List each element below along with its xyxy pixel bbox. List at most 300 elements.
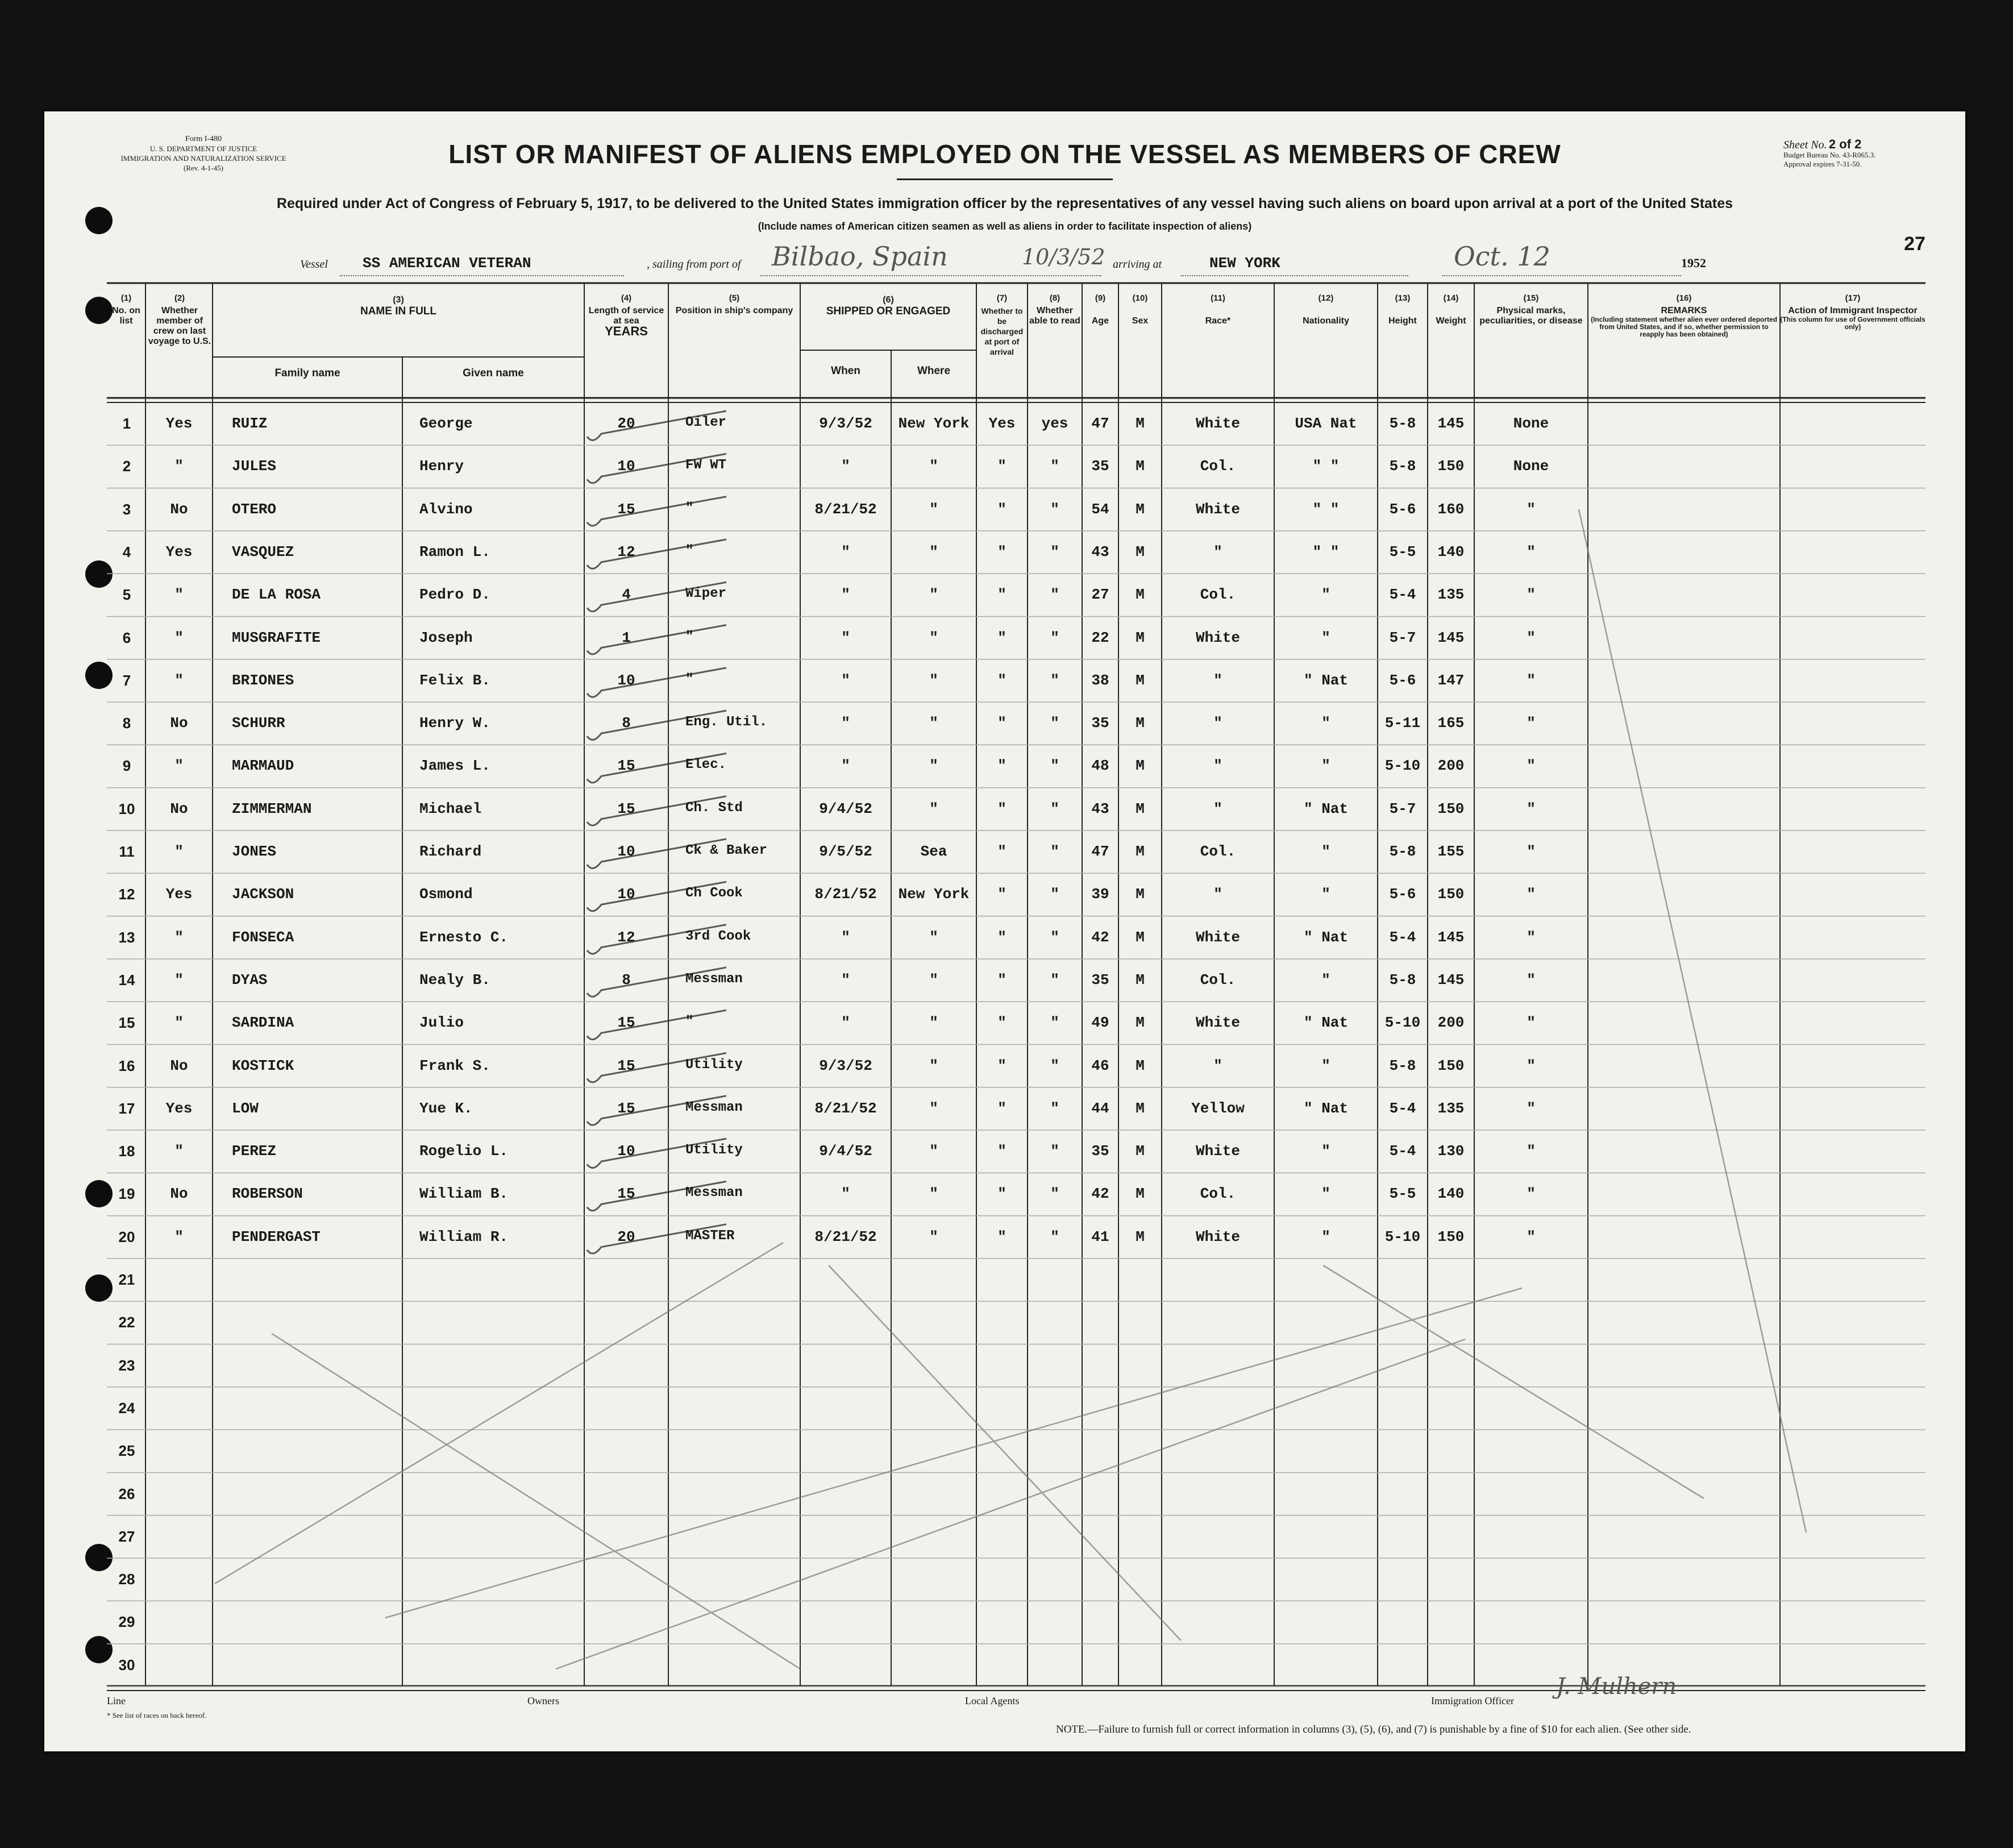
cell-sex: M <box>1136 1099 1145 1117</box>
cell-weight: 160 <box>1437 500 1465 518</box>
row-number: 6 <box>122 629 131 646</box>
cell-where: " <box>929 757 938 775</box>
cell-family: JACKSON <box>232 886 294 903</box>
cell-given: James L. <box>419 757 490 775</box>
row-number: 20 <box>118 1228 135 1245</box>
cell-weight: 150 <box>1437 1057 1465 1074</box>
cell-read: yes <box>1041 415 1068 432</box>
cell-read: " <box>1050 800 1059 817</box>
cell-years: 12 <box>617 928 635 946</box>
cell-position: Utility <box>685 1143 743 1158</box>
cell-when: 9/3/52 <box>819 1057 872 1074</box>
cell-nat: USA Nat <box>1295 415 1357 432</box>
cell-age: 35 <box>1091 1143 1109 1160</box>
cell-where: " <box>929 1185 938 1203</box>
cell-read: " <box>1050 543 1059 560</box>
cell-family: DE LA ROSA <box>232 586 321 604</box>
cell-marks: " <box>1527 843 1536 860</box>
cell-height: 5-10 <box>1384 1014 1421 1032</box>
cell-given: Ernesto C. <box>419 928 509 946</box>
cell-race: " <box>1213 543 1222 560</box>
cell-family: SARDINA <box>232 1014 294 1032</box>
header-weight: (14) Weight <box>1436 293 1466 326</box>
cell-family: KOSTICK <box>232 1057 294 1074</box>
service: IMMIGRATION AND NATURALIZATION SERVICE <box>120 154 286 163</box>
cell-weight: 135 <box>1437 1099 1465 1117</box>
footer-agents: Local Agents <box>965 1695 1020 1706</box>
cell-disch: Yes <box>988 415 1016 432</box>
row-number: 21 <box>118 1271 135 1288</box>
cell-last: No <box>170 1057 188 1074</box>
header-age: (9) Age <box>1091 293 1109 326</box>
cell-given: Nealy B. <box>419 971 490 989</box>
cell-height: 5-6 <box>1389 886 1416 903</box>
cell-where: " <box>929 671 938 689</box>
cell-height: 5-4 <box>1389 1143 1416 1160</box>
cell-height: 5-6 <box>1389 671 1416 689</box>
cell-position: FW WT <box>685 458 727 474</box>
row-number: 24 <box>118 1399 135 1417</box>
cell-when: 8/21/52 <box>814 500 877 518</box>
cell-sex: M <box>1136 1143 1145 1160</box>
header-when: When <box>831 365 860 377</box>
row-number: 5 <box>122 586 131 604</box>
cell-weight: 135 <box>1437 586 1465 604</box>
cell-where: " <box>929 586 938 604</box>
cell-years: 15 <box>617 1057 635 1074</box>
cell-position: Messman <box>685 1185 743 1201</box>
cell-years: 15 <box>617 1014 635 1032</box>
header-name: (3) NAME IN FULL <box>360 295 437 317</box>
cell-when: " <box>841 458 850 475</box>
cell-weight: 140 <box>1437 543 1465 560</box>
officer-signature: J. Mulhern <box>1556 1673 1677 1700</box>
include-note: (Include names of American citizen seamen as well as aliens in order to facilitate inspection of aliens) <box>758 221 1252 232</box>
cell-where: " <box>929 543 938 560</box>
cell-weight: 155 <box>1437 843 1465 860</box>
cell-nat: " Nat <box>1303 1014 1348 1032</box>
subtitle: Required under Act of Congress of February 5, 1917, to be delivered to the United States immigration officer by the representatives of any vessel having such aliens on board upon arrival at a port of the United States <box>276 196 1733 211</box>
cell-given: Michael <box>419 800 482 817</box>
cell-where: " <box>929 1099 938 1117</box>
vessel-name: SS AMERICAN VETERAN <box>363 255 531 272</box>
header-remarks: (16) REMARKS (Including statement whether alien ever ordered deported from United States, and if so, whether permission to reapply has been obtained) <box>1590 293 1778 338</box>
cell-family: PEREZ <box>232 1143 277 1160</box>
cell-position: Wiper <box>685 586 727 602</box>
cell-height: 5-8 <box>1389 1057 1416 1074</box>
cell-age: 41 <box>1091 1228 1109 1245</box>
header-last-voyage: (2) Whether member of crew on last voyage to U.S. <box>148 293 211 346</box>
cell-disch: " <box>997 500 1006 518</box>
cell-read: " <box>1050 715 1059 732</box>
cell-where: " <box>929 629 938 646</box>
cell-weight: 200 <box>1437 1014 1465 1032</box>
cell-years: 10 <box>617 843 635 860</box>
cell-last: No <box>170 1185 188 1203</box>
cell-position: " <box>685 671 694 687</box>
cell-read: " <box>1050 1228 1059 1245</box>
cell-age: 47 <box>1091 415 1109 432</box>
cell-marks: " <box>1527 671 1536 689</box>
cell-years: 10 <box>617 1143 635 1160</box>
cell-when: 9/3/52 <box>819 415 872 432</box>
cell-given: Henry W. <box>419 715 490 732</box>
cell-nat: " " <box>1312 500 1340 518</box>
cell-years: 15 <box>617 1185 635 1203</box>
cell-position: Messman <box>685 971 743 987</box>
cell-marks: " <box>1527 1228 1536 1245</box>
cell-race: " <box>1213 671 1222 689</box>
cell-given: Yue K. <box>419 1099 473 1117</box>
cell-when: 9/4/52 <box>819 1143 872 1160</box>
cell-sex: M <box>1136 800 1145 817</box>
cell-sex: M <box>1136 715 1145 732</box>
cell-given: Felix B. <box>419 671 490 689</box>
cell-age: 42 <box>1091 1185 1109 1203</box>
cell-disch: " <box>997 886 1006 903</box>
header-read: (8) Whether able to read <box>1029 293 1080 326</box>
cell-sex: M <box>1136 415 1145 432</box>
cell-marks: " <box>1527 500 1536 518</box>
cell-given: Richard <box>419 843 482 860</box>
header-family-name: Family name <box>274 367 340 379</box>
cell-where: New York <box>898 415 970 432</box>
cell-sex: M <box>1136 928 1145 946</box>
cell-age: 47 <box>1091 843 1109 860</box>
cell-age: 44 <box>1091 1099 1109 1117</box>
cell-position: Eng. Util. <box>685 715 768 730</box>
row-number: 8 <box>122 715 131 732</box>
row-number: 22 <box>118 1314 135 1331</box>
cell-nat: " " <box>1312 458 1340 475</box>
header-height: (13) Height <box>1388 293 1417 326</box>
cell-marks: " <box>1527 586 1536 604</box>
cell-sex: M <box>1136 500 1145 518</box>
cell-sex: M <box>1136 1057 1145 1074</box>
cell-disch: " <box>997 1228 1006 1245</box>
cell-age: 39 <box>1091 886 1109 903</box>
cell-race: " <box>1213 715 1222 732</box>
cell-height: 5-5 <box>1389 1185 1416 1203</box>
cell-years: 4 <box>622 586 631 604</box>
cell-race: Col. <box>1200 971 1236 989</box>
cell-position: Utility <box>685 1057 743 1073</box>
cell-height: 5-8 <box>1389 415 1416 432</box>
cell-given: Julio <box>419 1014 464 1032</box>
date-sailed: 10/3/52 <box>1022 244 1105 269</box>
header-years: (4) Length of service at sea YEARS <box>588 293 664 338</box>
cell-last: " <box>174 586 184 604</box>
cell-family: MARMAUD <box>232 757 294 775</box>
cell-disch: " <box>997 1143 1006 1160</box>
cell-read: " <box>1050 928 1059 946</box>
cell-sex: M <box>1136 629 1145 646</box>
cell-sex: M <box>1136 458 1145 475</box>
cell-years: 20 <box>617 1228 635 1245</box>
header-no: (1) No. on list <box>112 293 140 326</box>
cell-weight: 145 <box>1437 928 1465 946</box>
port-from: Bilbao, Spain <box>772 241 948 272</box>
cell-height: 5-7 <box>1389 629 1416 646</box>
cell-disch: " <box>997 1099 1006 1117</box>
row-number: 28 <box>118 1571 135 1588</box>
cell-nat: " " <box>1312 543 1340 560</box>
row-number: 17 <box>118 1099 135 1117</box>
row-number: 9 <box>122 757 131 775</box>
cell-where: " <box>929 500 938 518</box>
row-number: 1 <box>122 415 131 432</box>
cell-nat: " Nat <box>1303 1099 1348 1117</box>
cell-family: ROBERSON <box>232 1185 303 1203</box>
cell-race: " <box>1213 1057 1222 1074</box>
cell-when: " <box>841 971 850 989</box>
department: U. S. DEPARTMENT OF JUSTICE <box>149 144 257 153</box>
cell-marks: " <box>1527 1057 1536 1074</box>
cell-when: " <box>841 1014 850 1032</box>
row-number: 14 <box>118 971 135 989</box>
cell-height: 5-4 <box>1389 1099 1416 1117</box>
cell-race: White <box>1195 415 1240 432</box>
cell-disch: " <box>997 971 1006 989</box>
header-position: (5) Position in ship's company <box>675 293 793 315</box>
cell-family: SCHURR <box>232 715 285 732</box>
revision: (Rev. 4-1-45) <box>184 164 223 172</box>
cell-where: " <box>929 458 938 475</box>
cell-height: 5-8 <box>1389 458 1416 475</box>
cell-given: Henry <box>419 458 464 475</box>
row-number: 15 <box>118 1014 135 1032</box>
cell-weight: 147 <box>1437 671 1465 689</box>
cell-last: " <box>174 1228 184 1245</box>
cell-age: 54 <box>1091 500 1109 518</box>
cell-read: " <box>1050 629 1059 646</box>
cell-read: " <box>1050 1099 1059 1117</box>
cell-position: " <box>685 1014 694 1030</box>
cell-last: " <box>174 1014 184 1032</box>
cell-weight: 130 <box>1437 1143 1465 1160</box>
cell-disch: " <box>997 715 1006 732</box>
cell-years: 15 <box>617 800 635 817</box>
cell-where: " <box>929 1057 938 1074</box>
cell-age: 38 <box>1091 671 1109 689</box>
cell-when: " <box>841 928 850 946</box>
cell-given: Osmond <box>419 886 473 903</box>
form-number: Form I-480 <box>185 135 222 143</box>
cell-disch: " <box>997 586 1006 604</box>
cell-marks: " <box>1527 543 1536 560</box>
cell-last: " <box>174 971 184 989</box>
cell-nat: " <box>1321 1057 1330 1074</box>
cell-race: White <box>1195 928 1240 946</box>
cell-sex: M <box>1136 1185 1145 1203</box>
cell-last: " <box>174 928 184 946</box>
footer-owners: Owners <box>527 1695 559 1706</box>
cell-marks: " <box>1527 971 1536 989</box>
row-number: 26 <box>118 1485 135 1502</box>
cell-where: " <box>929 1143 938 1160</box>
cell-sex: M <box>1136 671 1145 689</box>
cell-years: 8 <box>622 715 631 732</box>
cell-race: Col. <box>1200 586 1236 604</box>
row-number: 11 <box>119 843 135 860</box>
header-sex: (10) Sex <box>1132 293 1149 326</box>
cell-disch: " <box>997 629 1006 646</box>
cell-age: 43 <box>1091 800 1109 817</box>
cell-given: Ramon L. <box>419 543 490 560</box>
cell-read: " <box>1050 757 1059 775</box>
cell-when: 8/21/52 <box>814 886 877 903</box>
cell-marks: " <box>1527 757 1536 775</box>
cell-position: Elec. <box>685 757 727 773</box>
row-number: 4 <box>122 543 131 560</box>
cell-position: " <box>685 500 694 516</box>
cell-nat: " <box>1321 886 1330 903</box>
cell-height: 5-8 <box>1389 843 1416 860</box>
cell-position: Ch Cook <box>685 886 743 902</box>
cell-weight: 145 <box>1437 971 1465 989</box>
cell-height: 5-4 <box>1389 928 1416 946</box>
cell-height: 5-4 <box>1389 586 1416 604</box>
cell-last: No <box>170 500 188 518</box>
cell-family: JULES <box>232 458 277 475</box>
cell-disch: " <box>997 928 1006 946</box>
cell-read: " <box>1050 500 1059 518</box>
cell-age: 35 <box>1091 715 1109 732</box>
cell-disch: " <box>997 843 1006 860</box>
year: 1952 <box>1681 256 1706 270</box>
cell-when: " <box>841 1185 850 1203</box>
row-number: 27 <box>118 1527 135 1545</box>
cell-race: Col. <box>1200 843 1236 860</box>
page-title: LIST OR MANIFEST OF ALIENS EMPLOYED ON THE VESSEL AS MEMBERS OF CREW <box>448 139 1561 169</box>
cell-position: Ck & Baker <box>685 843 768 858</box>
header-race: (11) Race* <box>1205 293 1231 326</box>
arrival-date: Oct. 12 <box>1454 241 1550 272</box>
cell-weight: 200 <box>1437 757 1465 775</box>
row-number: 3 <box>122 500 131 518</box>
header-inspector: (17) Action of Immigrant Inspector (This column for use of Government officials only) <box>1780 293 1925 331</box>
arriving-label: arriving at <box>1113 258 1162 271</box>
cell-age: 43 <box>1091 543 1109 560</box>
cell-weight: 150 <box>1437 458 1465 475</box>
cell-marks: " <box>1527 886 1536 903</box>
cell-race: White <box>1195 1143 1240 1160</box>
cell-height: 5-10 <box>1384 1228 1421 1245</box>
cell-nat: " Nat <box>1303 800 1348 817</box>
cell-given: Rogelio L. <box>419 1143 509 1160</box>
cell-years: 15 <box>617 757 635 775</box>
cell-weight: 150 <box>1437 886 1465 903</box>
cell-read: " <box>1050 843 1059 860</box>
cell-disch: " <box>997 757 1006 775</box>
row-number: 30 <box>118 1656 135 1673</box>
cell-position: 3rd Cook <box>685 928 751 944</box>
cell-race: Col. <box>1200 458 1236 475</box>
budget-bureau: Budget Bureau No. 43-R065.3. <box>1783 151 1876 159</box>
cell-nat: " <box>1321 971 1330 989</box>
cell-last: Yes <box>165 543 193 560</box>
cell-race: Col. <box>1200 1185 1236 1203</box>
cell-race: Yellow <box>1191 1099 1245 1117</box>
cell-weight: 145 <box>1437 629 1465 646</box>
cell-nat: " <box>1321 843 1330 860</box>
cell-age: 46 <box>1091 1057 1109 1074</box>
cell-family: JONES <box>232 843 277 860</box>
cell-race: White <box>1195 1228 1240 1245</box>
cell-read: " <box>1050 886 1059 903</box>
cell-nat: " <box>1321 715 1330 732</box>
cell-years: 15 <box>617 500 635 518</box>
cell-position: MASTER <box>685 1228 735 1244</box>
cell-nat: " <box>1321 757 1330 775</box>
cell-last: " <box>174 458 184 475</box>
cell-when: " <box>841 629 850 646</box>
cell-race: White <box>1195 1014 1240 1032</box>
cell-where: " <box>929 715 938 732</box>
cell-where: " <box>929 1228 938 1245</box>
cell-race: " <box>1213 757 1222 775</box>
cell-years: 10 <box>617 671 635 689</box>
cell-years: 15 <box>617 1099 635 1117</box>
cell-years: 1 <box>622 629 631 646</box>
cell-years: 20 <box>617 415 635 432</box>
cell-nat: " <box>1321 1228 1330 1245</box>
cell-last: No <box>170 800 188 817</box>
cell-last: No <box>170 715 188 732</box>
cell-marks: " <box>1527 928 1536 946</box>
row-number: 29 <box>118 1613 135 1631</box>
races-note: * See list of races on back hereof. <box>107 1711 207 1720</box>
cell-sex: M <box>1136 543 1145 560</box>
cell-when: " <box>841 671 850 689</box>
cell-family: MUSGRAFITE <box>232 629 321 646</box>
cell-sex: M <box>1136 843 1145 860</box>
cell-last: " <box>174 757 184 775</box>
row-number: 12 <box>118 886 135 903</box>
cell-last: " <box>174 629 184 646</box>
cell-nat: " Nat <box>1303 671 1348 689</box>
cell-age: 35 <box>1091 458 1109 475</box>
cell-disch: " <box>997 1185 1006 1203</box>
cell-position: Oiler <box>685 415 727 430</box>
cell-sex: M <box>1136 1228 1145 1245</box>
cell-position: " <box>685 629 694 645</box>
cell-years: 10 <box>617 458 635 475</box>
cell-given: Frank S. <box>419 1057 490 1074</box>
cell-when: " <box>841 586 850 604</box>
cell-marks: None <box>1513 415 1549 432</box>
cell-nat: " <box>1321 629 1330 646</box>
port-to: NEW YORK <box>1209 255 1280 272</box>
cell-family: BRIONES <box>232 671 294 689</box>
cell-when: 9/5/52 <box>819 843 872 860</box>
cell-marks: " <box>1527 1099 1536 1117</box>
cell-disch: " <box>997 800 1006 817</box>
cell-height: 5-5 <box>1389 543 1416 560</box>
cell-where: New York <box>898 886 970 903</box>
cell-sex: M <box>1136 886 1145 903</box>
cell-nat: " <box>1321 1143 1330 1160</box>
page-number: 27 <box>1904 233 1925 255</box>
cell-read: " <box>1050 458 1059 475</box>
cell-race: " <box>1213 886 1222 903</box>
cell-height: 5-10 <box>1384 757 1421 775</box>
cell-when: " <box>841 757 850 775</box>
cell-nat: " Nat <box>1303 928 1348 946</box>
penalty-note: NOTE.—Failure to furnish full or correct information in columns (3), (5), (6), and (7) is punishable by a fine of $10 for each alien. (See other side. <box>1056 1724 1691 1735</box>
cell-where: " <box>929 971 938 989</box>
cell-given: Pedro D. <box>419 586 490 604</box>
